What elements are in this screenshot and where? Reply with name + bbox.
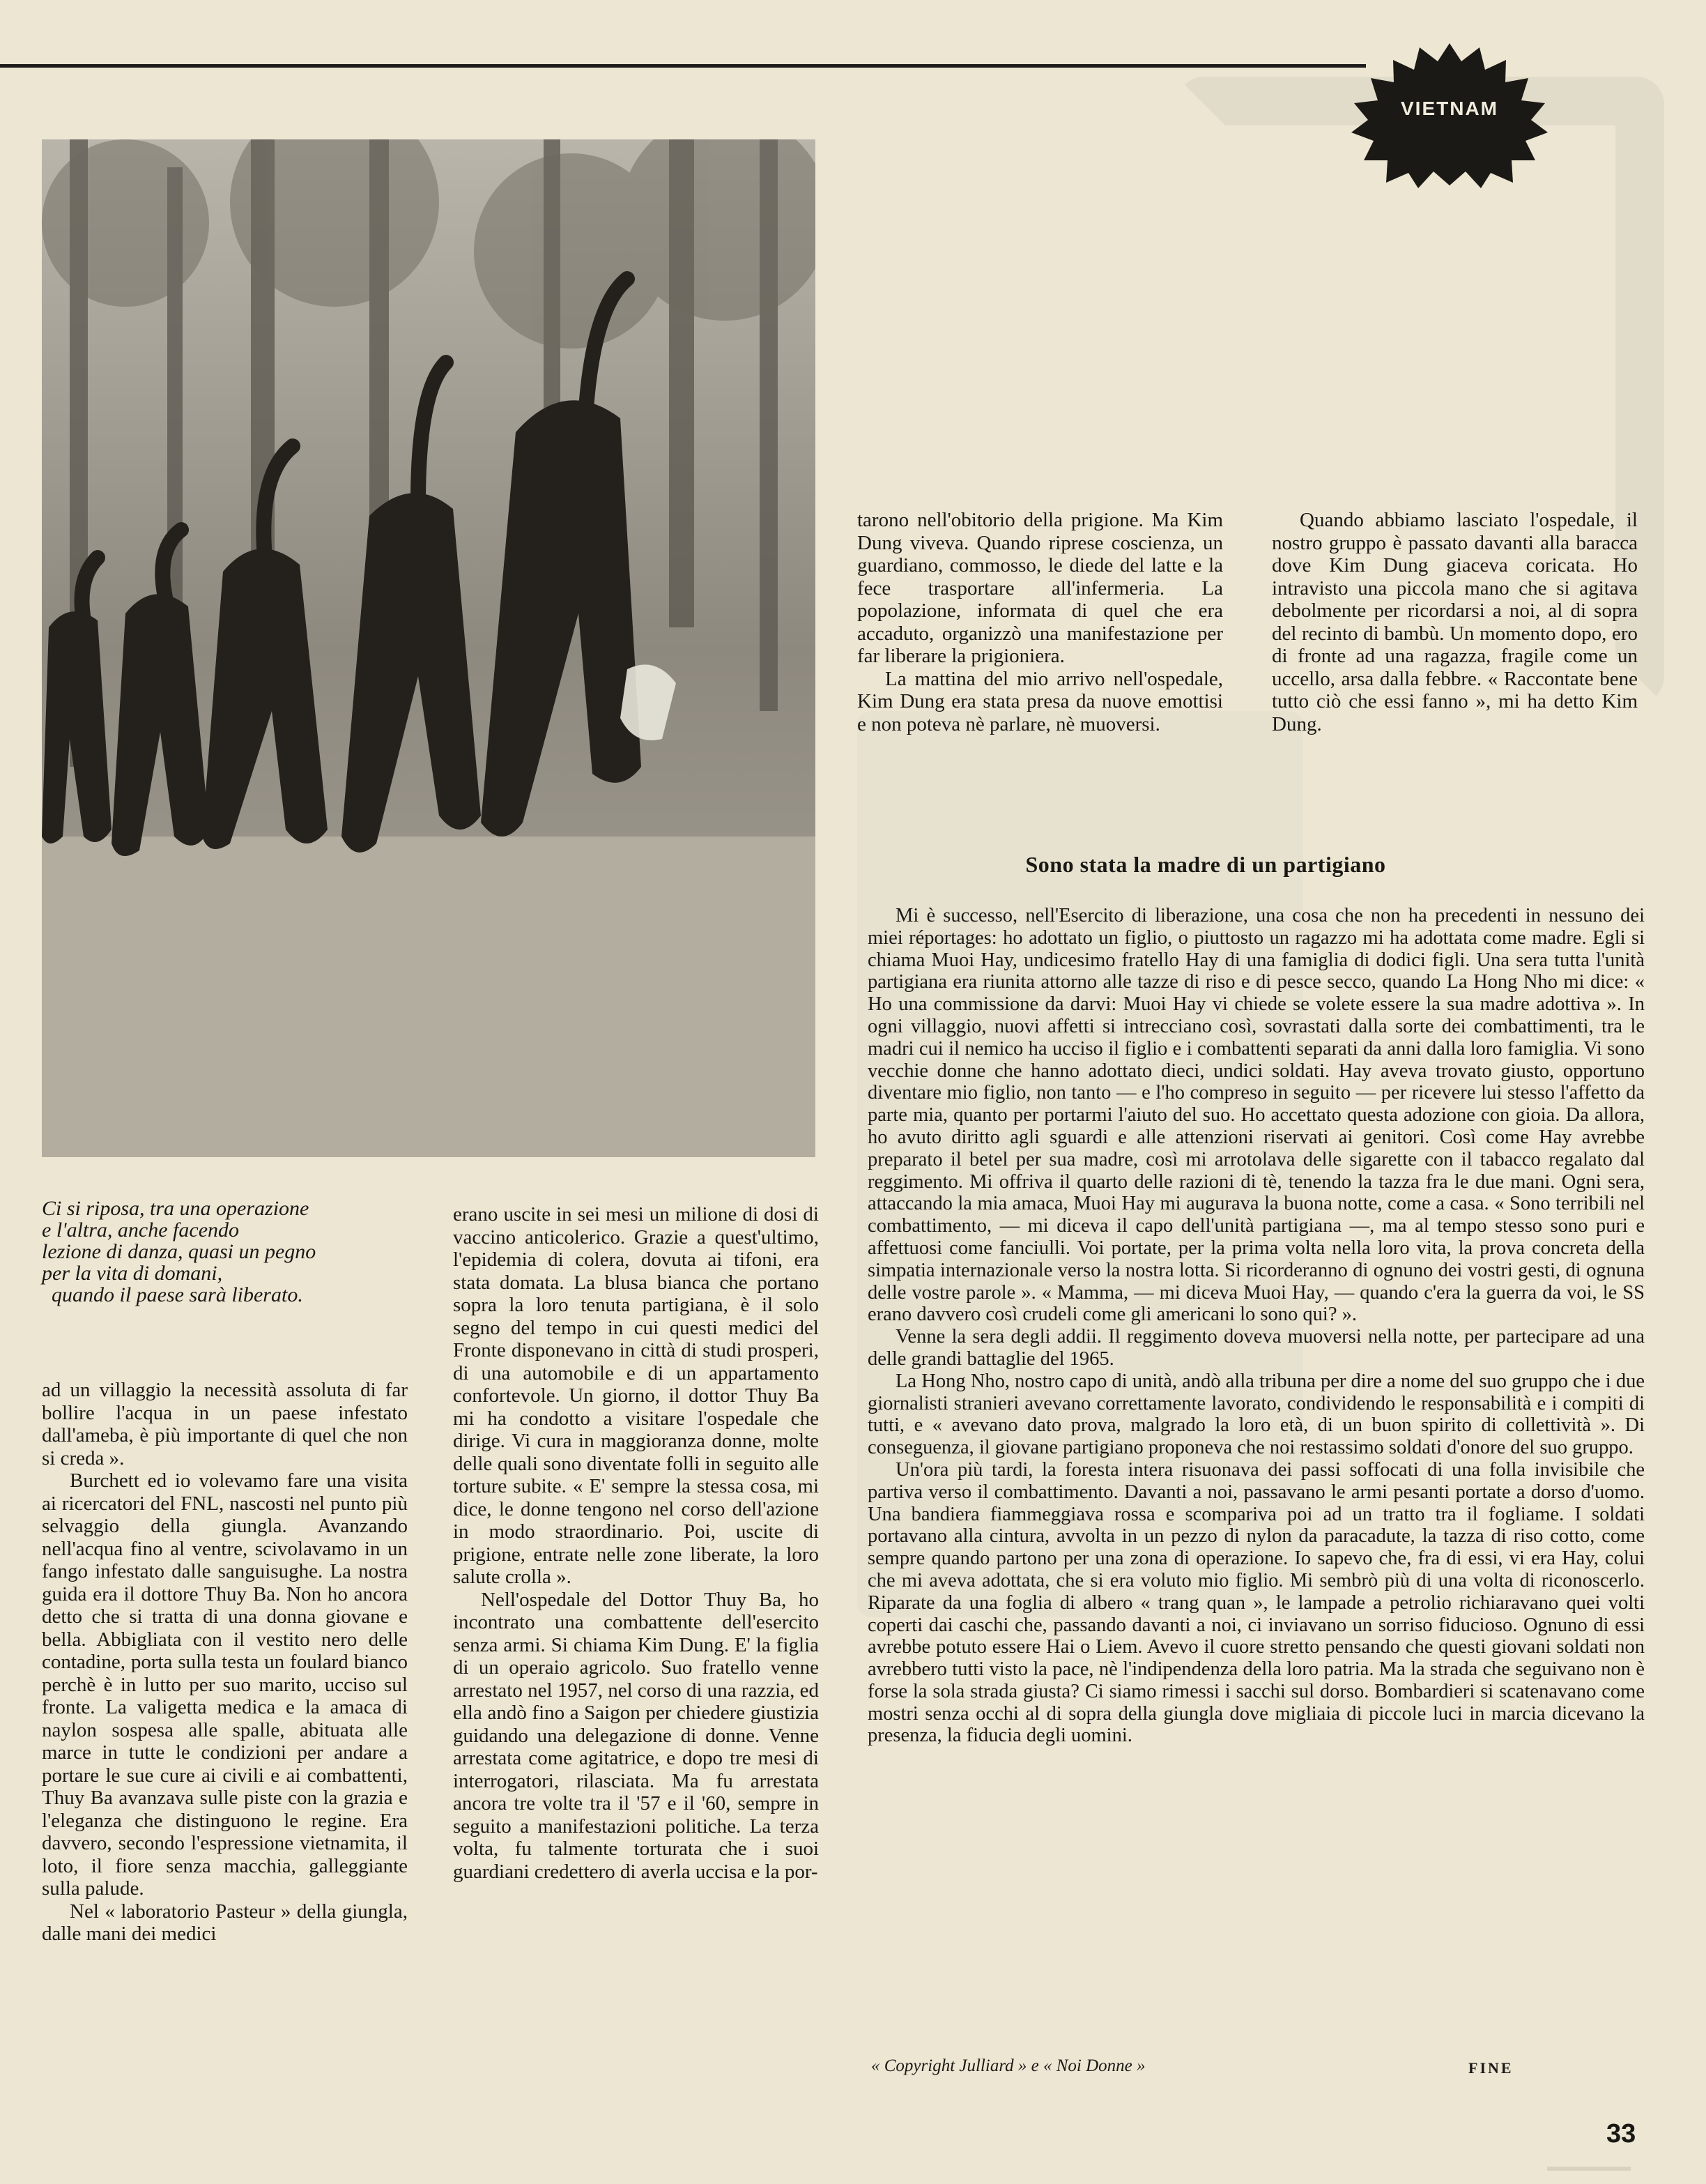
caption-line: lezione di danza, quasi un pegno <box>42 1240 316 1263</box>
caption-line: quando il paese sarà liberato. <box>52 1283 303 1306</box>
paragraph: La Hong Nho, nostro capo di unità, andò alla tribuna per dire a nome del suo gruppo che i due giornalisti stranieri avevano correttamente lavorato, condividendo le responsabilità e i compiti di tutti, e « avevano dato prova, malgrado la loro età, di un buon spirito di collettività ». Di conseguenza, il giovane partigiano proponeva che noi restassimo soldati d'onore del suo gruppo. <box>868 1370 1645 1459</box>
paragraph: Quando abbiamo lasciato l'ospedale, il nostro gruppo è passato davanti alla baracca dove Kim Dung giaceva coricata. Ho intravisto una piccola mano che si agitava debolmente per ricordarsi a noi, al di sopra del recinto di bambù. Un momento dopo, ero di fronte ad una ragazza, fragile come un uccello, arsa dalla febbre. « Raccontate bene tutto ciò che essi fanno », mi ha detto Kim Dung. <box>1272 509 1638 735</box>
caption-line: per la vita di domani, <box>42 1262 223 1285</box>
copyright-credit: « Copyright Julliard » e « Noi Donne » <box>871 2056 1146 2075</box>
top-rule <box>0 64 1366 68</box>
paragraph: Mi è successo, nell'Esercito di liberazione, una cosa che non ha precedenti in nessuno dei miei réportages: ho adottato un figlio, o piuttosto un ragazzo mi ha adottata come madre. Egli si chiama Muoi Hay, undicesimo fratello Hay di una famiglia di dodici figli. Una sera tutta l'unità partigiana era riunita attorno alle tazze di riso e di pesce secco, quando La Hong Nho mi dice: « Ho una commissione da darvi: Muoi Hay vi chiede se volete essere la sua madre adottiva ». In ogni villaggio, nuovi affetti si intrecciano così, sovrastati dalla sorte dei combattimenti, tra le madri cui il nemico ha ucciso il figlio e i combattenti separati da anni dalla loro famiglia. Vi sono vecchie donne che hanno adottato dieci, undici soldati. Hay aveva trovato giusto, opportuno diventare mio figlio, non tanto — e l'ho compreso in seguito — per ricevere lui stesso l'affetto da parte mia, quanto per portarmi l'aiuto del suo. Ho accettato questa adozione con gioia. Da allora, ho avuto diritto agli sguardi e alle attenzioni riservati ai genitori. Così come Hay avrebbe preparato il betel per sua madre, così mi arrotolava delle sigarette con il tabacco regalato dal reggimento. Mi offriva il quarto delle razioni di tè, tenendo la tazza fra le due mani. Ogni sera, attaccando la mia amaca, Muoi Hay mi augurava la buona notte, come a casa. « Sono terribili nel combattimento, — mi diceva il capo dell'unità partigiana —, ma al tempo stesso sono puri e affettuosi come fanciulli. Voi portate, per la prima volta nella loro vita, la prova concreta della simpatia internazionale verso la nostra lotta. Si ricorderanno di ognuno dei vostri gesti, di ognuna delle vostre parole ». « Mamma, — mi diceva Muoi Hay, — quando c'era la guerra da voi, le SS erano davvero così crudeli come gli americani lo sono qui? ». <box>868 905 1645 1326</box>
photo-illustration <box>42 139 815 1157</box>
paragraph: Un'ora più tardi, la foresta intera risuonava dei passi soffocati di una folla invisibile che partiva verso il combattimento. Davanti a noi, passavano le armi pesanti portate a dorso d'uomo. Una bandiera fiammeggiava rossa e scompariva poi ad un tratto tra il fogliame. I soldati portavano alla cintura, avvolta in un pezzo di nylon da paracadute, la tazza di riso cotto, come sempre quando partono per una zona di operazione. Io sapevo che, fra di essi, vi era Hay, colui che mi aveva adottata, che si era voluto mio figlio. Mi sembrò più di una volta di riconoscerlo. Riparate da una foglia di albero « trang quan », le lampade a petrolio richiaravano quei volti coperti dai caschi che, passando davanti a noi, ci inviavano un sorriso fiducioso. Ognuno di essi avrebbe potuto essere Hai o Liem. Avevo il cuore stretto pensando che questi giovani soldati non avrebbero tutti visto la pace, nè l'indipendenza della loro patria. Ma la strada che seguivano non è forse la sola strada giusta? Ci siamo rimessi i sacchi sul dorso. Bombardieri si scatenavano come mostri senza occhi al di sopra della giungla dove migliaia di piccole luci in marcia dicevano la presenza, la fiducia degli uomini. <box>868 1458 1645 1747</box>
article-column-top-a <box>857 509 1223 735</box>
paragraph: tarono nell'obitorio della prigione. Ma Kim Dung viveva. Quando riprese coscienza, un guardiano, commosso, le diede del latte e la fece trasportare all'infermeria. La popolazione, informata di quel che era accaduto, organizzò una manifestazione per far liberare la prigioniera. <box>857 509 1223 667</box>
paragraph: Burchett ed io volevamo fare una visita ai ricercatori del FNL, nascosti nel punto più selvaggio della giungla. Avanzando nell'acqua fino al ventre, scivolavamo in un fango infestato dalle sanguisughe. La nostra guida era il dottore Thuy Ba. Non ho ancora detto che si tratta di una donna giovane e bella. Abbigliata con il vestito nero delle contadine, porta sulla testa un foulard bianco perchè è in lutto per suo marito, ucciso sul fronte. La valigetta medica e la amaca di naylon sospesa alle spalle, abituata alle marce in tutte le condizioni per andare a portare le sue cure ai civili e ai combattenti, Thuy Ba avanzava sulle piste con la grazia e l'eleganza che distinguono le regine. Era davvero, secondo l'espressione vietnamita, il loto, il fiore senza macchia, galleggiante sulla palude. <box>42 1469 408 1900</box>
paragraph: ad un villaggio la necessità assoluta di far bollire l'acqua in un paese infestato dall'ameba, è più importante di quel che non si creda ». <box>42 1379 408 1469</box>
paragraph: Nell'ospedale del Dottor Thuy Ba, ho incontrato una combattente dell'esercito senza armi. Si chiama Kim Dung. E' la figlia di un operaio agricolo. Suo fratello venne arrestato nel 1957, nel corso di una razzia, ed ella andò fino a Saigon per chiedere giustizia guidando una delegazione di donne. Venne arrestata come agitatrice, e dopo tre mesi di interrogatori, rilasciata. Ma fu arrestata ancora tre volte tra il '57 e il '60, sempre in seguito a manifestazioni politiche. La terza volta, fu talmente torturata che i suoi guardiani credettero di averla uccisa e la por- <box>453 1588 820 1883</box>
section-subheading: Sono stata la madre di un partigiano <box>1025 852 1386 877</box>
caption-line: e l'altra, anche facendo <box>42 1219 240 1242</box>
article-column-left <box>42 1379 408 1946</box>
paragraph: Venne la sera degli addii. Il reggimento doveva muoversi nella notte, per partecipare ad una delle grandi battaglie del 1965. <box>868 1326 1645 1370</box>
article-column-top-b <box>1272 509 1638 735</box>
paragraph: erano uscite in sei mesi un milione di dosi di vaccino anticolerico. Grazie a quest'ultimo, l'epidemia di colera, dovuta ai tifoni, era stata domata. La blusa bianca che portano sopra la loro tenuta partigiana, è il solo segno del tempo in cui questi medici del Fronte disponevano in città di studi prosperi, di una automobile e di un appartamento confortevole. Un giorno, il dottor Thuy Ba mi ha condotto a visitare l'ospedale che dirige. Vi cura in maggioranza donne, molte delle quali sono diventate folli in seguito alle torture subite. « E' sempre la stessa cosa, mi dice, le donne tengono nel corso dell'azione in modo straordinario. Poi, uscite di prigione, entrate nelle zone liberate, la loro salute crolla ». <box>453 1203 819 1588</box>
paragraph: Nel « laboratorio Pasteur » della giungla, dalle mani dei medici <box>42 1900 408 1945</box>
article-column-middle <box>453 1203 819 1883</box>
caption-line: Ci si riposa, tra una operazione <box>42 1197 309 1220</box>
page-number: 33 <box>1606 2119 1636 2148</box>
paragraph: La mattina del mio arrivo nell'ospedale, Kim Dung era stata presa da nuove emottisi e non poteva nè parlare, nè muoversi. <box>857 667 1223 735</box>
end-mark: FINE <box>1468 2059 1514 2077</box>
page-edge-mark <box>1547 2167 1631 2171</box>
photo-caption <box>42 1198 432 1306</box>
photo-dancing-partisans <box>42 139 815 1157</box>
section-badge-label: VIETNAM <box>1401 98 1498 119</box>
article-column-wide <box>868 905 1645 1747</box>
